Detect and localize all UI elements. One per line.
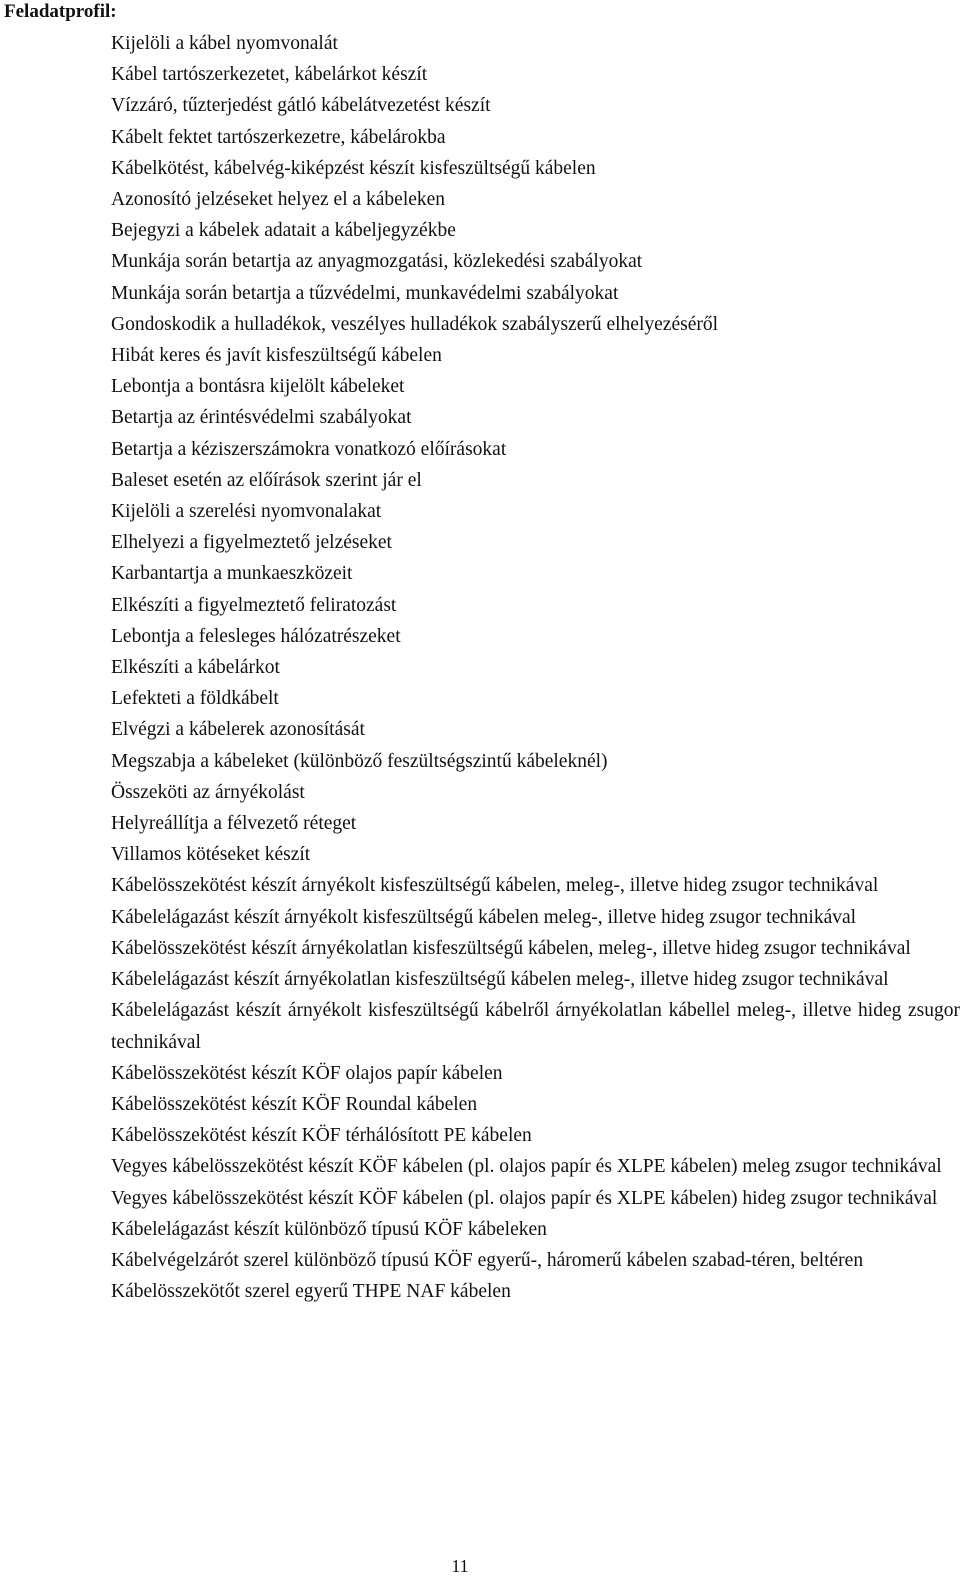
task-item: Betartja a kéziszerszámokra vonatkozó előírásokat <box>111 438 507 460</box>
task-item: Azonosító jelzéseket helyez el a kábeleken <box>111 189 446 211</box>
task-item: Kábelösszekötést készít árnyékolt kisfeszültségű kábelen, meleg-, illetve hideg zsugor technikával <box>111 875 879 897</box>
task-item: Kábelelágazást készít árnyékolatlan kisfeszültségű kábelen meleg-, illetve hideg zsugor technikával <box>111 969 889 991</box>
task-item: Megszabja a kábeleket (különböző feszültségszintű kábeleknél) <box>111 750 608 772</box>
task-item: Kábelösszekötőt szerel egyerű THPE NAF kábelen <box>111 1281 511 1303</box>
task-item: Elkészíti a figyelmeztető feliratozást <box>111 594 397 616</box>
task-item: Vízzáró, tűzterjedést gátló kábelátvezetést készít <box>111 95 491 117</box>
task-item: Helyreállítja a félvezető réteget <box>111 813 357 835</box>
task-item: Kijelöli a szerelési nyomvonalakat <box>111 501 382 523</box>
task-item: Lebontja a bontásra kijelölt kábeleket <box>111 376 405 398</box>
task-item: Összeköti az árnyékolást <box>111 781 305 803</box>
page-heading: Feladatprofil: <box>4 1 117 22</box>
task-item: Gondoskodik a hulladékok, veszélyes hulladékok szabályszerű elhelyezéséről <box>111 313 719 335</box>
task-item: Hibát keres és javít kisfeszültségű kábelen <box>111 345 442 367</box>
task-item: Kábelt fektet tartószerkezetre, kábelárokba <box>111 126 446 148</box>
task-item: Villamos kötéseket készít <box>111 844 311 866</box>
task-item: Kábel tartószerkezetet, kábelárkot készít <box>111 64 428 86</box>
task-item: Elhelyezi a figyelmeztető jelzéseket <box>111 532 392 554</box>
task-item: Elvégzi a kábelerek azonosítását <box>111 719 365 741</box>
task-item: Lefekteti a földkábelt <box>111 688 279 710</box>
task-item: Lebontja a felesleges hálózatrészeket <box>111 625 401 647</box>
task-item: Munkája során betartja a tűzvédelmi, munkavédelmi szabályokat <box>111 282 619 304</box>
task-item: Kábelkötést, kábelvég-kiképzést készít kisfeszültségű kábelen <box>111 157 596 179</box>
task-item: Kábelösszekötést készít KÖF olajos papír kábelen <box>111 1062 503 1084</box>
task-item: Kábelösszekötést készít KÖF Roundal kábelen <box>111 1093 478 1115</box>
task-list <box>111 28 960 1307</box>
task-item: Baleset esetén az előírások szerint jár el <box>111 469 422 491</box>
task-item: Karbantartja a munkaeszközeit <box>111 563 353 585</box>
task-item: Kábelvégelzárót szerel különböző típusú KÖF egyerű-, háromerű kábelen szabad-téren, beltéren <box>111 1249 864 1271</box>
task-item: Betartja az érintésvédelmi szabályokat <box>111 407 412 429</box>
task-item: Kijelöli a kábel nyomvonalát <box>111 33 338 54</box>
task-item: Vegyes kábelösszekötést készít KÖF kábelen (pl. olajos papír és XLPE kábelen) hideg zsugor technikával <box>111 1187 938 1209</box>
task-item: Elkészíti a kábelárkot <box>111 657 280 679</box>
task-item: Bejegyzi a kábelek adatait a kábeljegyzékbe <box>111 220 456 242</box>
task-item: Munkája során betartja az anyagmozgatási, közlekedési szabályokat <box>111 251 643 273</box>
page-number: 11 <box>451 1556 469 1576</box>
task-item: Kábelösszekötést készít KÖF térhálósított PE kábelen <box>111 1125 532 1147</box>
task-item: Kábelelágazást készít árnyékolt kisfeszültségű kábelen meleg-, illetve hideg zsugor technikával <box>111 906 857 928</box>
task-item: Kábelelágazást készít árnyékolt kisfeszültségű kábelről árnyékolatlan kábellel meleg-, illetve hideg zsugor technikával <box>111 1000 960 1053</box>
task-item: Vegyes kábelösszekötést készít KÖF kábelen (pl. olajos papír és XLPE kábelen) meleg zsugor technikával <box>111 1156 942 1178</box>
task-item: Kábelösszekötést készít árnyékolatlan kisfeszültségű kábelen, meleg-, illetve hideg zsugor technikával <box>111 937 911 959</box>
task-item: Kábelelágazást készít különböző típusú KÖF kábeleken <box>111 1218 547 1240</box>
